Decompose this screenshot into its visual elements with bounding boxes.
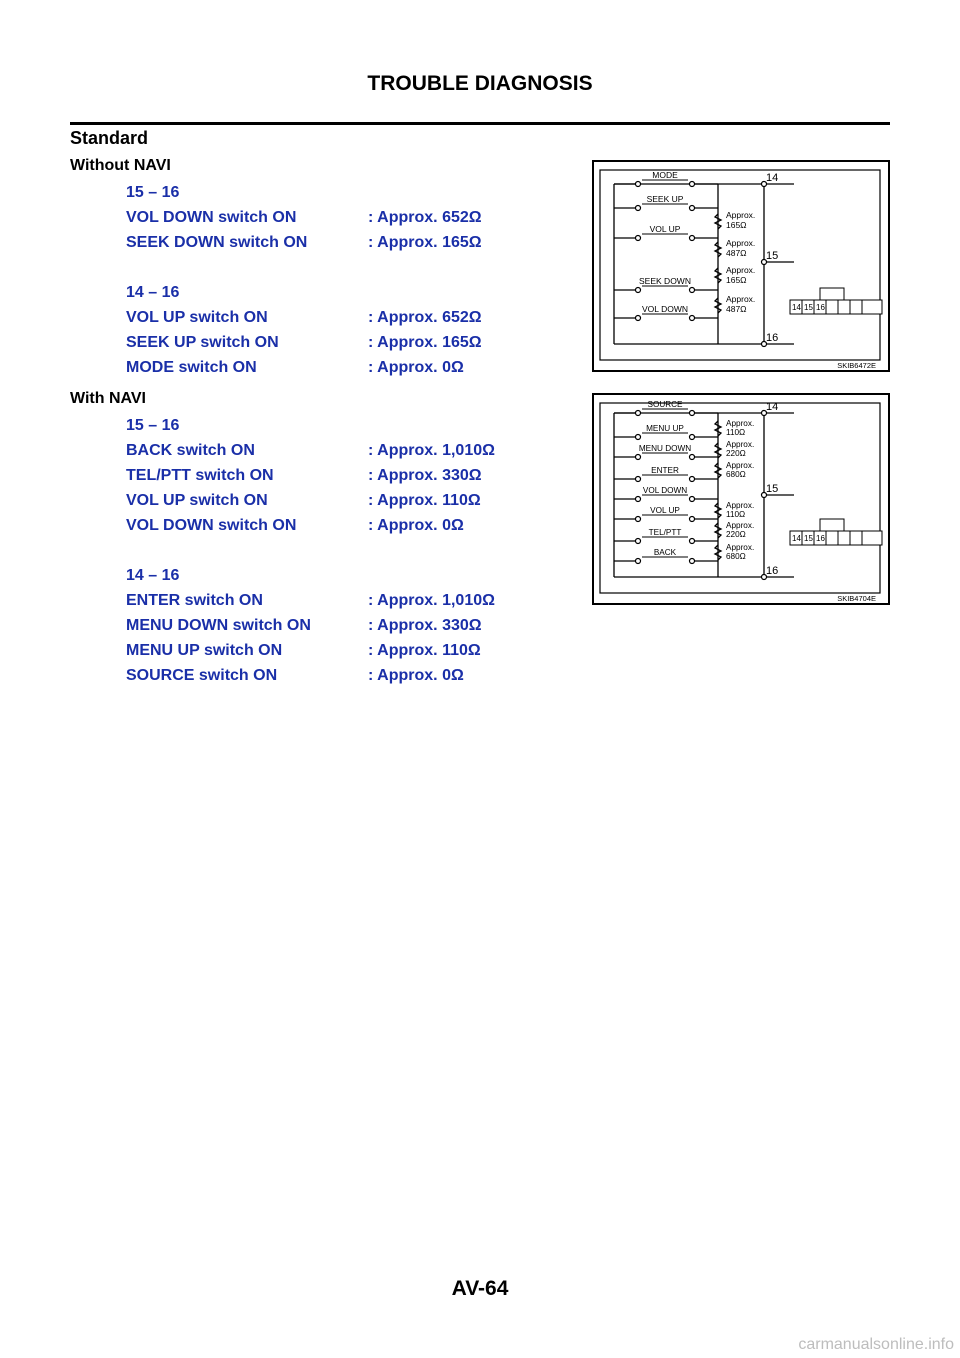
- without-navi-label: Without NAVI: [70, 157, 171, 174]
- resistor-value: 165Ω: [726, 275, 747, 285]
- approx-label: Approx.: [726, 543, 755, 552]
- spec-value: : Approx. 652Ω: [368, 309, 482, 326]
- spec-label: ENTER switch ON: [126, 592, 263, 609]
- spec-value: : Approx. 0Ω: [368, 359, 464, 376]
- page-number: AV-64: [451, 1277, 509, 1300]
- connector-pin: 14: [792, 303, 801, 312]
- spec-label: VOL UP switch ON: [126, 309, 268, 326]
- switch-label: MENU UP: [646, 424, 684, 433]
- spec-value: : Approx. 0Ω: [368, 667, 464, 684]
- spec-value: : Approx. 1,010Ω: [368, 442, 495, 459]
- approx-label: Approx.: [726, 461, 755, 470]
- with-navi-label: With NAVI: [70, 390, 146, 407]
- switch-label: BACK: [653, 548, 677, 557]
- spec-value: : Approx. 0Ω: [368, 517, 464, 534]
- terminal-label: 15: [766, 250, 779, 262]
- approx-label: Approx.: [726, 294, 756, 304]
- switch-label: SOURCE: [647, 400, 683, 409]
- diagram-code: SKIB4704E: [837, 594, 876, 603]
- switch-label: VOL UP: [649, 224, 681, 234]
- section-title: Standard: [70, 128, 149, 148]
- spec-value: : Approx. 165Ω: [368, 334, 482, 351]
- resistor-value: 680Ω: [726, 552, 746, 561]
- resistor-value: 220Ω: [726, 530, 746, 539]
- approx-label: Approx.: [726, 210, 756, 220]
- terminal-label: 15: [766, 483, 779, 495]
- switch-label: VOL DOWN: [642, 304, 688, 314]
- switch-label: SEEK DOWN: [639, 276, 691, 286]
- switch-label: SEEK UP: [646, 194, 684, 204]
- spec-label: VOL DOWN switch ON: [126, 517, 297, 534]
- group-title: 15 – 16: [126, 417, 180, 434]
- spec-value: : Approx. 330Ω: [368, 467, 482, 484]
- approx-label: Approx.: [726, 501, 755, 510]
- switch-label: VOL UP: [650, 506, 680, 515]
- spec-label: TEL/PTT switch ON: [126, 467, 274, 484]
- group-title: 15 – 16: [126, 184, 180, 201]
- resistor-value: 487Ω: [726, 304, 747, 314]
- terminal-label: 14: [766, 401, 779, 413]
- spec-label: MENU UP switch ON: [126, 642, 283, 659]
- approx-label: Approx.: [726, 265, 756, 275]
- spec-value: : Approx. 1,010Ω: [368, 592, 495, 609]
- resistor-value: 487Ω: [726, 248, 747, 258]
- connector-pin: 15: [804, 534, 813, 543]
- terminal-label: 16: [766, 332, 779, 344]
- resistor-value: 165Ω: [726, 220, 747, 230]
- spec-value: : Approx. 165Ω: [368, 234, 482, 251]
- spec-value: : Approx. 110Ω: [368, 642, 481, 659]
- resistor-value: 110Ω: [726, 510, 746, 519]
- spec-label: VOL UP switch ON: [126, 492, 268, 509]
- switch-label: ENTER: [651, 466, 679, 475]
- switch-label: TEL/PTT: [648, 528, 682, 537]
- circuit-diagram-without-navi: [592, 160, 890, 372]
- page-header: TROUBLE DIAGNOSIS: [367, 72, 593, 95]
- resistor-value: 680Ω: [726, 470, 746, 479]
- approx-label: Approx.: [726, 440, 755, 449]
- spec-value: : Approx. 110Ω: [368, 492, 481, 509]
- approx-label: Approx.: [726, 419, 755, 428]
- group-title: 14 – 16: [126, 567, 180, 584]
- switch-label: MODE: [652, 170, 678, 180]
- spec-label: SOURCE switch ON: [126, 667, 278, 684]
- spec-value: : Approx. 652Ω: [368, 209, 482, 226]
- resistor-value: 110Ω: [726, 428, 746, 437]
- spec-label: VOL DOWN switch ON: [126, 209, 297, 226]
- switch-label: MENU DOWN: [638, 444, 692, 453]
- spec-label: SEEK DOWN switch ON: [126, 234, 308, 251]
- spec-value: : Approx. 330Ω: [368, 617, 482, 634]
- spec-label: MODE switch ON: [126, 359, 257, 376]
- connector-pin: 16: [816, 534, 825, 543]
- connector-pin: 14: [792, 534, 801, 543]
- circuit-diagram-with-navi: [592, 393, 890, 605]
- connector-pin: 16: [816, 303, 825, 312]
- approx-label: Approx.: [726, 521, 755, 530]
- spec-label: BACK switch ON: [126, 442, 255, 459]
- diagram-code: SKIB6472E: [837, 361, 876, 370]
- spec-label: MENU DOWN switch ON: [126, 617, 311, 634]
- connector-pin: 15: [804, 303, 813, 312]
- watermark: carmanualsonline.info: [798, 1336, 954, 1353]
- terminal-label: 14: [766, 172, 779, 184]
- group-title: 14 – 16: [126, 284, 180, 301]
- approx-label: Approx.: [726, 238, 756, 248]
- switch-label: VOL DOWN: [642, 486, 688, 495]
- header-rule: [70, 122, 890, 125]
- resistor-value: 220Ω: [726, 449, 746, 458]
- terminal-label: 16: [766, 565, 779, 577]
- spec-label: SEEK UP switch ON: [126, 334, 279, 351]
